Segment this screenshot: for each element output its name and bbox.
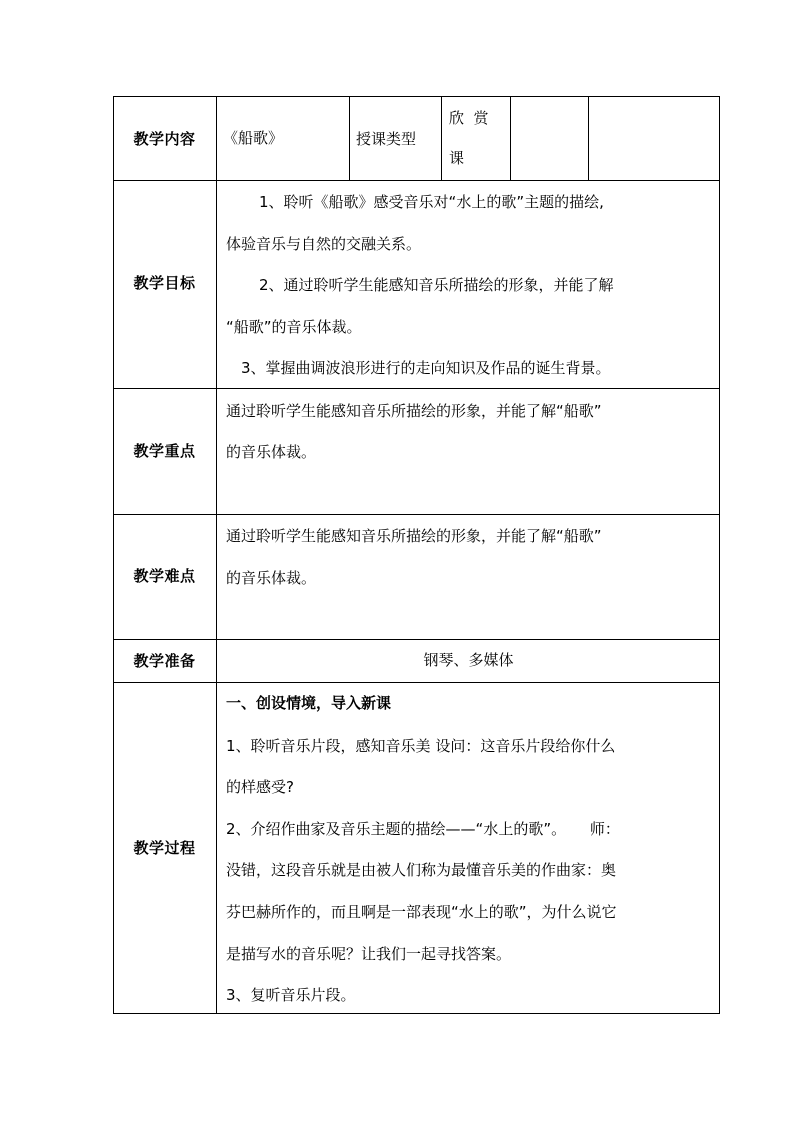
goal-line: 3、掌握曲调波浪形进行的走向知识及作品的诞生背景。 [241,359,611,377]
table-border-top [113,96,720,97]
table-border-bottom [113,1013,720,1014]
difficulties-line: 的音乐体裁。 [226,569,317,587]
goal-line: 2、通过聆听学生能感知音乐所描绘的形象，并能了解 [259,276,614,294]
process-line: 是描写水的音乐呢？让我们一起寻找答案。 [226,945,512,963]
key-points-line: 的音乐体裁。 [226,443,317,461]
process-label: 教学过程 [133,839,196,857]
content-label: 教学内容 [133,130,196,148]
row-divider [113,682,720,683]
row-divider [113,388,720,389]
goals-label: 教学目标 [133,274,196,292]
row-divider [113,514,720,515]
preparation-label: 教学准备 [133,652,196,670]
lesson-type-value-line1: 欣 赏 [449,109,489,127]
goal-line: 体验音乐与自然的交融关系。 [226,235,422,253]
goal-line: “船歌”的音乐体裁。 [226,318,362,336]
process-line: 的样感受? [226,778,294,796]
lesson-type-value-line2: 课 [449,149,465,167]
lesson-type-label: 授课类型 [356,130,417,148]
process-line: 没错，这段音乐就是由被人们称为最懂音乐美的作曲家：奥 [226,861,617,879]
process-line: 2、介绍作曲家及音乐主题的描绘——“水上的歌”。 师： [226,820,620,838]
process-line: 3、复听音乐片段。 [226,986,356,1004]
goal-line: 1、聆听《船歌》感受音乐对“水上的歌”主题的描绘, [259,193,604,211]
process-line: 1、聆听音乐片段，感知音乐美 设问：这音乐片段给你什么 [226,737,616,755]
header-cell-divider [588,96,589,180]
header-cell-divider [510,96,511,180]
lesson-plan-table [113,96,720,1014]
header-cell-divider [349,96,350,180]
process-heading: 一、创设情境，导入新课 [226,694,392,712]
difficulties-line: 通过聆听学生能感知音乐所描绘的形象，并能了解“船歌” [226,527,602,545]
difficulties-label: 教学难点 [133,567,196,585]
label-column-divider [216,96,217,1014]
table-border-left [113,96,114,1014]
row-divider [113,639,720,640]
preparation-value: 钢琴、多媒体 [423,651,514,669]
process-line: 芬巴赫所作的，而且啊是一部表现“水上的歌”，为什么说它 [226,903,617,921]
table-border-right [719,96,720,1014]
lesson-title: 《船歌》 [223,129,284,147]
key-points-line: 通过聆听学生能感知音乐所描绘的形象，并能了解“船歌” [226,402,602,420]
header-cell-divider [441,96,442,180]
row-divider [113,180,720,181]
key-points-label: 教学重点 [133,442,196,460]
